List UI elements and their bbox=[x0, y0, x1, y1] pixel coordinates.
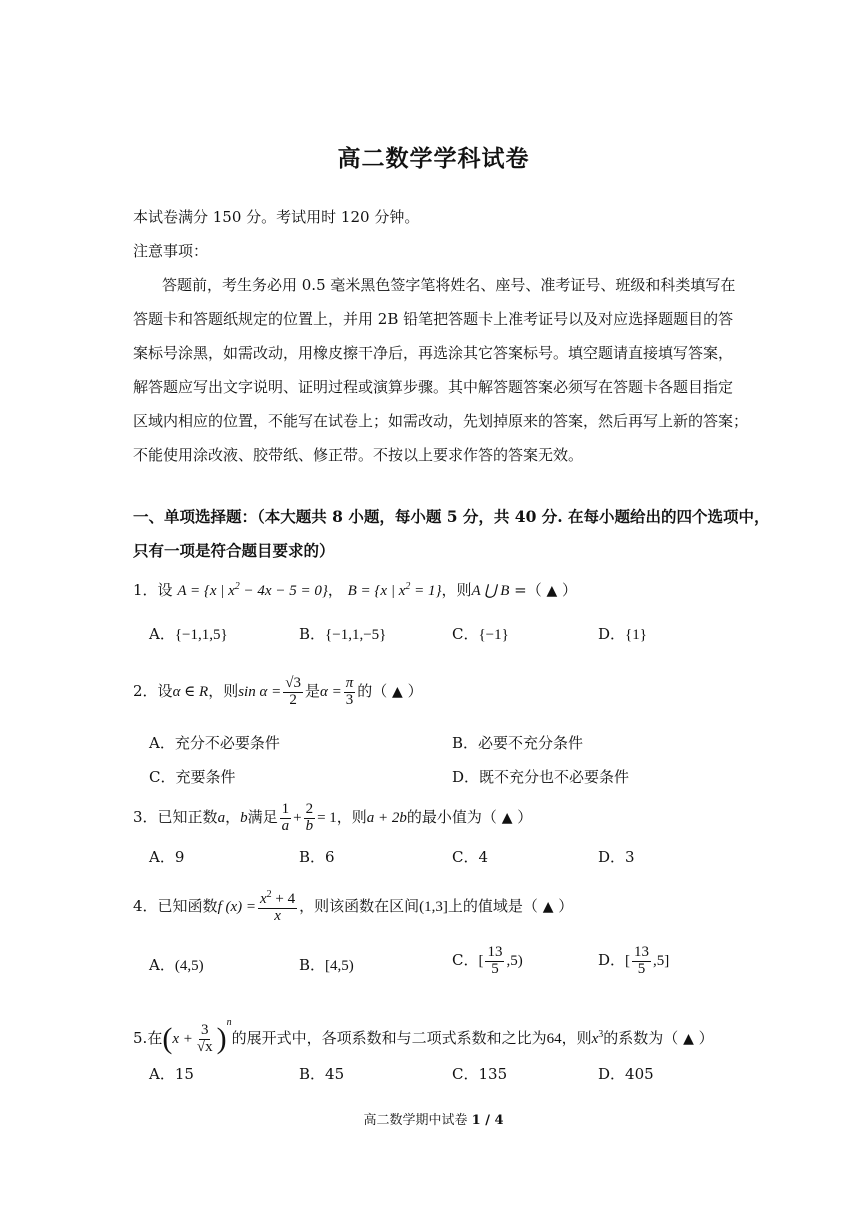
page-number: 1 / 4 bbox=[471, 1113, 504, 1128]
option-d: D．405 bbox=[598, 1065, 654, 1083]
question-5: 5.在(x + $\frac{3}{√x}$ )$^n$的展开式中，各项系数和与二项式系数和之比为64，则$x^3$的系数为（ ▲ ） bbox=[133, 1017, 714, 1055]
notes-line: 答题卡和答题纸规定的位置上，并用 2B 铅笔把答题卡上准考证号以及对应选择题题目的答 bbox=[133, 310, 734, 328]
triangle-mark-icon: ▲ bbox=[546, 583, 558, 599]
notes-line: 解答题应写出文字说明、证明过程或演算步骤。其中解答题答案必须写在答题卡各题目指定 bbox=[133, 378, 734, 396]
question-3: 3．已知正数a，b满足 $\frac{1}{a}$ + $\frac{2}{b}$ = 1，则a + 2b的最小值为（ ▲ ） bbox=[133, 800, 533, 834]
question-number: 2． bbox=[133, 682, 158, 700]
option-a: A．9 bbox=[149, 848, 185, 866]
option-a: A．充分不必要条件 bbox=[149, 734, 280, 752]
option-d: D．{1} bbox=[598, 625, 647, 643]
option-d: D．[ $\frac{13}{5}$ ,5] bbox=[598, 943, 670, 977]
option-c: C．充要条件 bbox=[149, 768, 236, 786]
option-b: B．[4,5) bbox=[299, 956, 354, 974]
triangle-mark-icon: ▲ bbox=[501, 810, 513, 826]
notes-line: 案标号涂黑，如需改动，用橡皮擦干净后，再选涂其它答案标号。填空题请直接填写答案， bbox=[133, 344, 734, 362]
option-a: A．{−1,1,5} bbox=[149, 625, 228, 643]
triangle-mark-icon: ▲ bbox=[542, 899, 554, 915]
option-a: A．15 bbox=[149, 1065, 194, 1083]
question-1: 1．设 A = {x | $x^2 - 4x - 5 = 0$}， B = {x | $x^2 = 1$}，则A ⋃ B =（ ▲ ） bbox=[133, 581, 578, 599]
option-d: D．既不充分也不必要条件 bbox=[452, 768, 630, 786]
notes-heading: 注意事项： bbox=[133, 242, 209, 260]
triangle-mark-icon: ▲ bbox=[683, 1031, 694, 1047]
set-b: B = {x | $x^2 = 1$} bbox=[347, 581, 442, 599]
notes-line: 不能使用涂改液、胶带纸、修正带。不按以上要求作答的答案无效。 bbox=[133, 446, 584, 464]
option-b: B．45 bbox=[299, 1065, 345, 1083]
option-c: C．[ $\frac{13}{5}$ ,5) bbox=[452, 943, 523, 977]
option-c: C．135 bbox=[452, 1065, 508, 1083]
section-heading: 一、单项选择题：（本大题共 8 小题，每小题 5 分，共 40 分. 在每小题给出的四个选项中， bbox=[133, 507, 770, 526]
option-b: B．必要不充分条件 bbox=[452, 734, 584, 752]
notes-line: 答题前，考生务必用 0.5 毫米黑色签字笔将姓名、座号、准考证号、班级和科类填写在 bbox=[162, 276, 736, 294]
page-title: 高二数学学科试卷 bbox=[337, 145, 530, 172]
question-number: 5. bbox=[133, 1029, 148, 1047]
option-b: B．{−1,1,−5} bbox=[299, 625, 387, 643]
option-c: C．4 bbox=[452, 848, 489, 866]
option-d: D．3 bbox=[598, 848, 635, 866]
score-line: 本试卷满分 150 分。考试用时 120 分钟。 bbox=[133, 208, 420, 226]
notes-line: 区域内相应的位置，不能写在试卷上；如需改动，先划掉原来的答案，然后再写上新的答案； bbox=[133, 412, 749, 430]
set-a: A = {x | $x^2 - 4x - 5 = 0$} bbox=[177, 581, 328, 599]
question-2: 2．设α ∈ R，则sin α = $\frac{√3}{2}$ 是α = $\frac{\pi}{3}$ 的（ ▲ ） bbox=[133, 674, 423, 708]
option-a: A．(4,5) bbox=[149, 956, 204, 974]
section-heading: 只有一项是符合题目要求的） bbox=[133, 541, 335, 560]
question-number: 1． bbox=[133, 581, 158, 599]
page-footer: 高二数学期中试卷 1 / 4 bbox=[363, 1113, 504, 1128]
question-number: 3． bbox=[133, 808, 158, 826]
question-4: 4．已知函数f (x) = $\frac{x^2 + 4}{x}$ ，则该函数在区间(1,3]上的值域是（ ▲ ） bbox=[133, 888, 574, 924]
triangle-mark-icon: ▲ bbox=[392, 684, 403, 700]
question-number: 4． bbox=[133, 897, 158, 915]
option-b: B．6 bbox=[299, 848, 335, 866]
option-c: C．{−1} bbox=[452, 625, 509, 643]
